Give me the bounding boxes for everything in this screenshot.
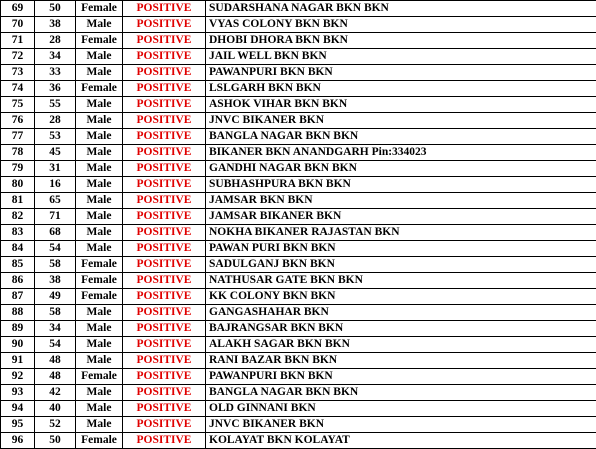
- age-cell: 48: [35, 353, 76, 369]
- address-cell: KK COLONY BKN BKN: [206, 289, 596, 305]
- serial-number-cell: 85: [1, 257, 35, 273]
- result-cell: POSITIVE: [123, 337, 206, 353]
- table-row: [1, 305, 596, 321]
- serial-number-cell: 93: [1, 385, 35, 401]
- address-cell: BIKANER BKN ANANDGARH Pin:334023: [206, 145, 596, 161]
- gender-cell: Female: [76, 81, 123, 97]
- result-cell: POSITIVE: [123, 1, 206, 17]
- table-row: [1, 257, 596, 273]
- age-cell: 16: [35, 177, 76, 193]
- address-cell: JAIL WELL BKN BKN: [206, 49, 596, 65]
- table-row: [1, 337, 596, 353]
- table-row: [1, 193, 596, 209]
- age-cell: 58: [35, 257, 76, 273]
- age-cell: 71: [35, 209, 76, 225]
- address-cell: PAWANPURI BKN BKN: [206, 369, 596, 385]
- gender-cell: Male: [76, 225, 123, 241]
- gender-cell: Female: [76, 369, 123, 385]
- address-cell: KOLAYAT BKN KOLAYAT: [206, 433, 596, 449]
- age-cell: 40: [35, 401, 76, 417]
- gender-cell: Male: [76, 129, 123, 145]
- result-cell: POSITIVE: [123, 289, 206, 305]
- serial-number-cell: 80: [1, 177, 35, 193]
- serial-number-cell: 72: [1, 49, 35, 65]
- gender-cell: Male: [76, 97, 123, 113]
- address-cell: NATHUSAR GATE BKN BKN: [206, 273, 596, 289]
- result-cell: POSITIVE: [123, 257, 206, 273]
- address-cell: SADULGANJ BKN BKN: [206, 257, 596, 273]
- age-cell: 48: [35, 369, 76, 385]
- result-cell: POSITIVE: [123, 209, 206, 225]
- table-row: [1, 321, 596, 337]
- age-cell: 45: [35, 145, 76, 161]
- serial-number-cell: 78: [1, 145, 35, 161]
- age-cell: 50: [35, 1, 76, 17]
- result-cell: POSITIVE: [123, 353, 206, 369]
- result-cell: POSITIVE: [123, 17, 206, 33]
- age-cell: 58: [35, 305, 76, 321]
- table-row: [1, 273, 596, 289]
- serial-number-cell: 86: [1, 273, 35, 289]
- address-cell: ALAKH SAGAR BKN BKN: [206, 337, 596, 353]
- address-cell: GANDHI NAGAR BKN BKN: [206, 161, 596, 177]
- result-cell: POSITIVE: [123, 193, 206, 209]
- serial-number-cell: 91: [1, 353, 35, 369]
- address-cell: LSLGARH BKN BKN: [206, 81, 596, 97]
- serial-number-cell: 75: [1, 97, 35, 113]
- gender-cell: Male: [76, 385, 123, 401]
- gender-cell: Male: [76, 145, 123, 161]
- gender-cell: Male: [76, 49, 123, 65]
- gender-cell: Male: [76, 337, 123, 353]
- gender-cell: Male: [76, 17, 123, 33]
- serial-number-cell: 69: [1, 1, 35, 17]
- table-row: [1, 97, 596, 113]
- age-cell: 34: [35, 49, 76, 65]
- result-cell: POSITIVE: [123, 113, 206, 129]
- address-cell: SUBHASHPURA BKN BKN: [206, 177, 596, 193]
- address-cell: SUDARSHANA NAGAR BKN BKN: [206, 1, 596, 17]
- table-row: [1, 113, 596, 129]
- serial-number-cell: 87: [1, 289, 35, 305]
- table-row: [1, 417, 596, 433]
- age-cell: 42: [35, 385, 76, 401]
- result-cell: POSITIVE: [123, 161, 206, 177]
- serial-number-cell: 76: [1, 113, 35, 129]
- gender-cell: Male: [76, 305, 123, 321]
- table-row: [1, 49, 596, 65]
- age-cell: 38: [35, 17, 76, 33]
- table-row: [1, 33, 596, 49]
- serial-number-cell: 74: [1, 81, 35, 97]
- serial-number-cell: 88: [1, 305, 35, 321]
- age-cell: 53: [35, 129, 76, 145]
- age-cell: 55: [35, 97, 76, 113]
- table-row: [1, 145, 596, 161]
- age-cell: 65: [35, 193, 76, 209]
- table-row: [1, 161, 596, 177]
- table-row: [1, 353, 596, 369]
- address-cell: JAMSAR BKN BKN: [206, 193, 596, 209]
- serial-number-cell: 81: [1, 193, 35, 209]
- gender-cell: Male: [76, 321, 123, 337]
- result-cell: POSITIVE: [123, 33, 206, 49]
- result-cell: POSITIVE: [123, 145, 206, 161]
- serial-number-cell: 70: [1, 17, 35, 33]
- age-cell: 49: [35, 289, 76, 305]
- address-cell: BANGLA NAGAR BKN BKN: [206, 129, 596, 145]
- gender-cell: Male: [76, 193, 123, 209]
- serial-number-cell: 96: [1, 433, 35, 449]
- table-row: [1, 401, 596, 417]
- serial-number-cell: 89: [1, 321, 35, 337]
- address-cell: NOKHA BIKANER RAJASTAN BKN: [206, 225, 596, 241]
- gender-cell: Female: [76, 1, 123, 17]
- address-cell: GANGASHAHAR BKN: [206, 305, 596, 321]
- serial-number-cell: 95: [1, 417, 35, 433]
- age-cell: 36: [35, 81, 76, 97]
- result-cell: POSITIVE: [123, 305, 206, 321]
- table-row: [1, 17, 596, 33]
- result-cell: POSITIVE: [123, 273, 206, 289]
- result-cell: POSITIVE: [123, 65, 206, 81]
- address-cell: JAMSAR BIKANER BKN: [206, 209, 596, 225]
- gender-cell: Male: [76, 65, 123, 81]
- serial-number-cell: 73: [1, 65, 35, 81]
- table-row: [1, 289, 596, 305]
- table-row: [1, 433, 596, 449]
- age-cell: 50: [35, 433, 76, 449]
- age-cell: 54: [35, 337, 76, 353]
- age-cell: 28: [35, 113, 76, 129]
- result-cell: POSITIVE: [123, 225, 206, 241]
- address-cell: OLD GINNANI BKN: [206, 401, 596, 417]
- serial-number-cell: 90: [1, 337, 35, 353]
- table-row: [1, 385, 596, 401]
- gender-cell: Male: [76, 161, 123, 177]
- table-row: [1, 241, 596, 257]
- result-cell: POSITIVE: [123, 369, 206, 385]
- gender-cell: Male: [76, 353, 123, 369]
- serial-number-cell: 77: [1, 129, 35, 145]
- table-row: [1, 177, 596, 193]
- serial-number-cell: 71: [1, 33, 35, 49]
- age-cell: 52: [35, 417, 76, 433]
- address-cell: PAWANPURI BKN BKN: [206, 65, 596, 81]
- table-row: [1, 225, 596, 241]
- result-cell: POSITIVE: [123, 81, 206, 97]
- table-row: [1, 1, 596, 17]
- gender-cell: Male: [76, 209, 123, 225]
- gender-cell: Female: [76, 433, 123, 449]
- gender-cell: Female: [76, 257, 123, 273]
- gender-cell: Male: [76, 417, 123, 433]
- age-cell: 34: [35, 321, 76, 337]
- address-cell: VYAS COLONY BKN BKN: [206, 17, 596, 33]
- table-body: [1, 1, 596, 449]
- address-cell: BAJRANGSAR BKN BKN: [206, 321, 596, 337]
- table-row: [1, 81, 596, 97]
- address-cell: BANGLA NAGAR BKN BKN: [206, 385, 596, 401]
- result-cell: POSITIVE: [123, 49, 206, 65]
- age-cell: 28: [35, 33, 76, 49]
- table-row: [1, 129, 596, 145]
- gender-cell: Male: [76, 113, 123, 129]
- result-cell: POSITIVE: [123, 97, 206, 113]
- gender-cell: Male: [76, 177, 123, 193]
- result-cell: POSITIVE: [123, 321, 206, 337]
- serial-number-cell: 92: [1, 369, 35, 385]
- address-cell: JNVC BIKANER BKN: [206, 417, 596, 433]
- gender-cell: Female: [76, 289, 123, 305]
- gender-cell: Male: [76, 401, 123, 417]
- result-cell: POSITIVE: [123, 177, 206, 193]
- result-cell: POSITIVE: [123, 129, 206, 145]
- gender-cell: Female: [76, 33, 123, 49]
- result-cell: POSITIVE: [123, 401, 206, 417]
- result-cell: POSITIVE: [123, 241, 206, 257]
- age-cell: 54: [35, 241, 76, 257]
- table-row: [1, 209, 596, 225]
- age-cell: 31: [35, 161, 76, 177]
- serial-number-cell: 82: [1, 209, 35, 225]
- address-cell: ASHOK VIHAR BKN BKN: [206, 97, 596, 113]
- serial-number-cell: 94: [1, 401, 35, 417]
- result-cell: POSITIVE: [123, 433, 206, 449]
- serial-number-cell: 79: [1, 161, 35, 177]
- address-cell: PAWAN PURI BKN BKN: [206, 241, 596, 257]
- address-cell: DHOBI DHORA BKN BKN: [206, 33, 596, 49]
- gender-cell: Female: [76, 273, 123, 289]
- table-row: [1, 369, 596, 385]
- table-row: [1, 65, 596, 81]
- age-cell: 68: [35, 225, 76, 241]
- result-cell: POSITIVE: [123, 385, 206, 401]
- address-cell: RANI BAZAR BKN BKN: [206, 353, 596, 369]
- gender-cell: Male: [76, 241, 123, 257]
- result-cell: POSITIVE: [123, 417, 206, 433]
- serial-number-cell: 84: [1, 241, 35, 257]
- address-cell: JNVC BIKANER BKN: [206, 113, 596, 129]
- age-cell: 38: [35, 273, 76, 289]
- age-cell: 33: [35, 65, 76, 81]
- serial-number-cell: 83: [1, 225, 35, 241]
